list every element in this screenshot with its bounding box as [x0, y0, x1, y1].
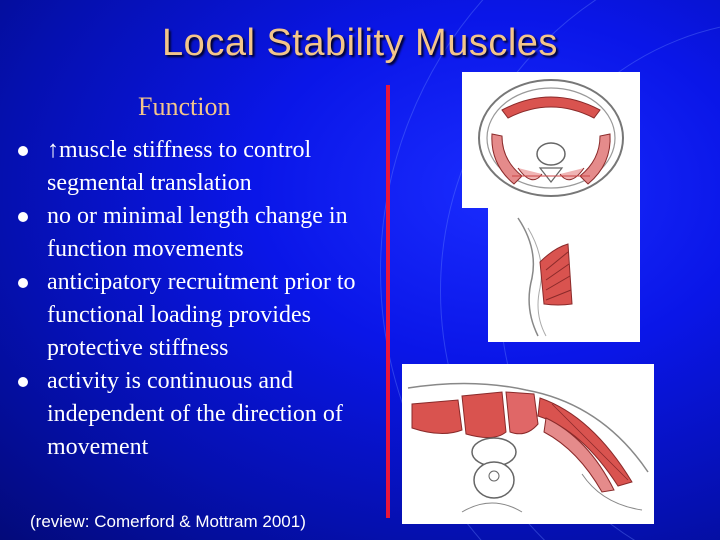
slide-subtitle: Function — [138, 92, 231, 121]
lateral-spine-muscle-icon — [488, 208, 640, 342]
divider-line — [386, 85, 390, 518]
bullet-dot-icon — [18, 377, 28, 387]
bullet-dot-icon — [18, 212, 28, 222]
bullet-item — [18, 134, 378, 200]
bullet-item — [18, 200, 378, 266]
bullet-dot-icon — [18, 146, 28, 156]
axial-section-figure — [462, 72, 640, 208]
bullet-item — [18, 266, 378, 365]
bullet-item — [18, 365, 378, 464]
spine-cross-section-figure — [402, 364, 654, 524]
lateral-muscle-figure — [488, 208, 640, 342]
up-arrow-icon: ↑ — [47, 137, 59, 163]
spine-cross-section-muscle-icon — [402, 364, 654, 524]
bullet-text: muscle stiffness to control segmental translation — [47, 137, 312, 196]
bullet-list — [18, 134, 378, 464]
citation-text: (review: Comerford & Mottram 2001) — [30, 512, 306, 531]
slide-title: Local Stability Muscles — [162, 22, 558, 64]
bullet-text: no or minimal length change in function movements — [47, 203, 348, 262]
bullet-text: activity is continuous and independent of the direction of movement — [47, 368, 343, 460]
axial-section-trunk-icon — [462, 72, 640, 208]
bullet-text: anticipatory recruitment prior to functional loading provides protective stiffness — [47, 269, 356, 361]
bullet-dot-icon — [18, 278, 28, 288]
